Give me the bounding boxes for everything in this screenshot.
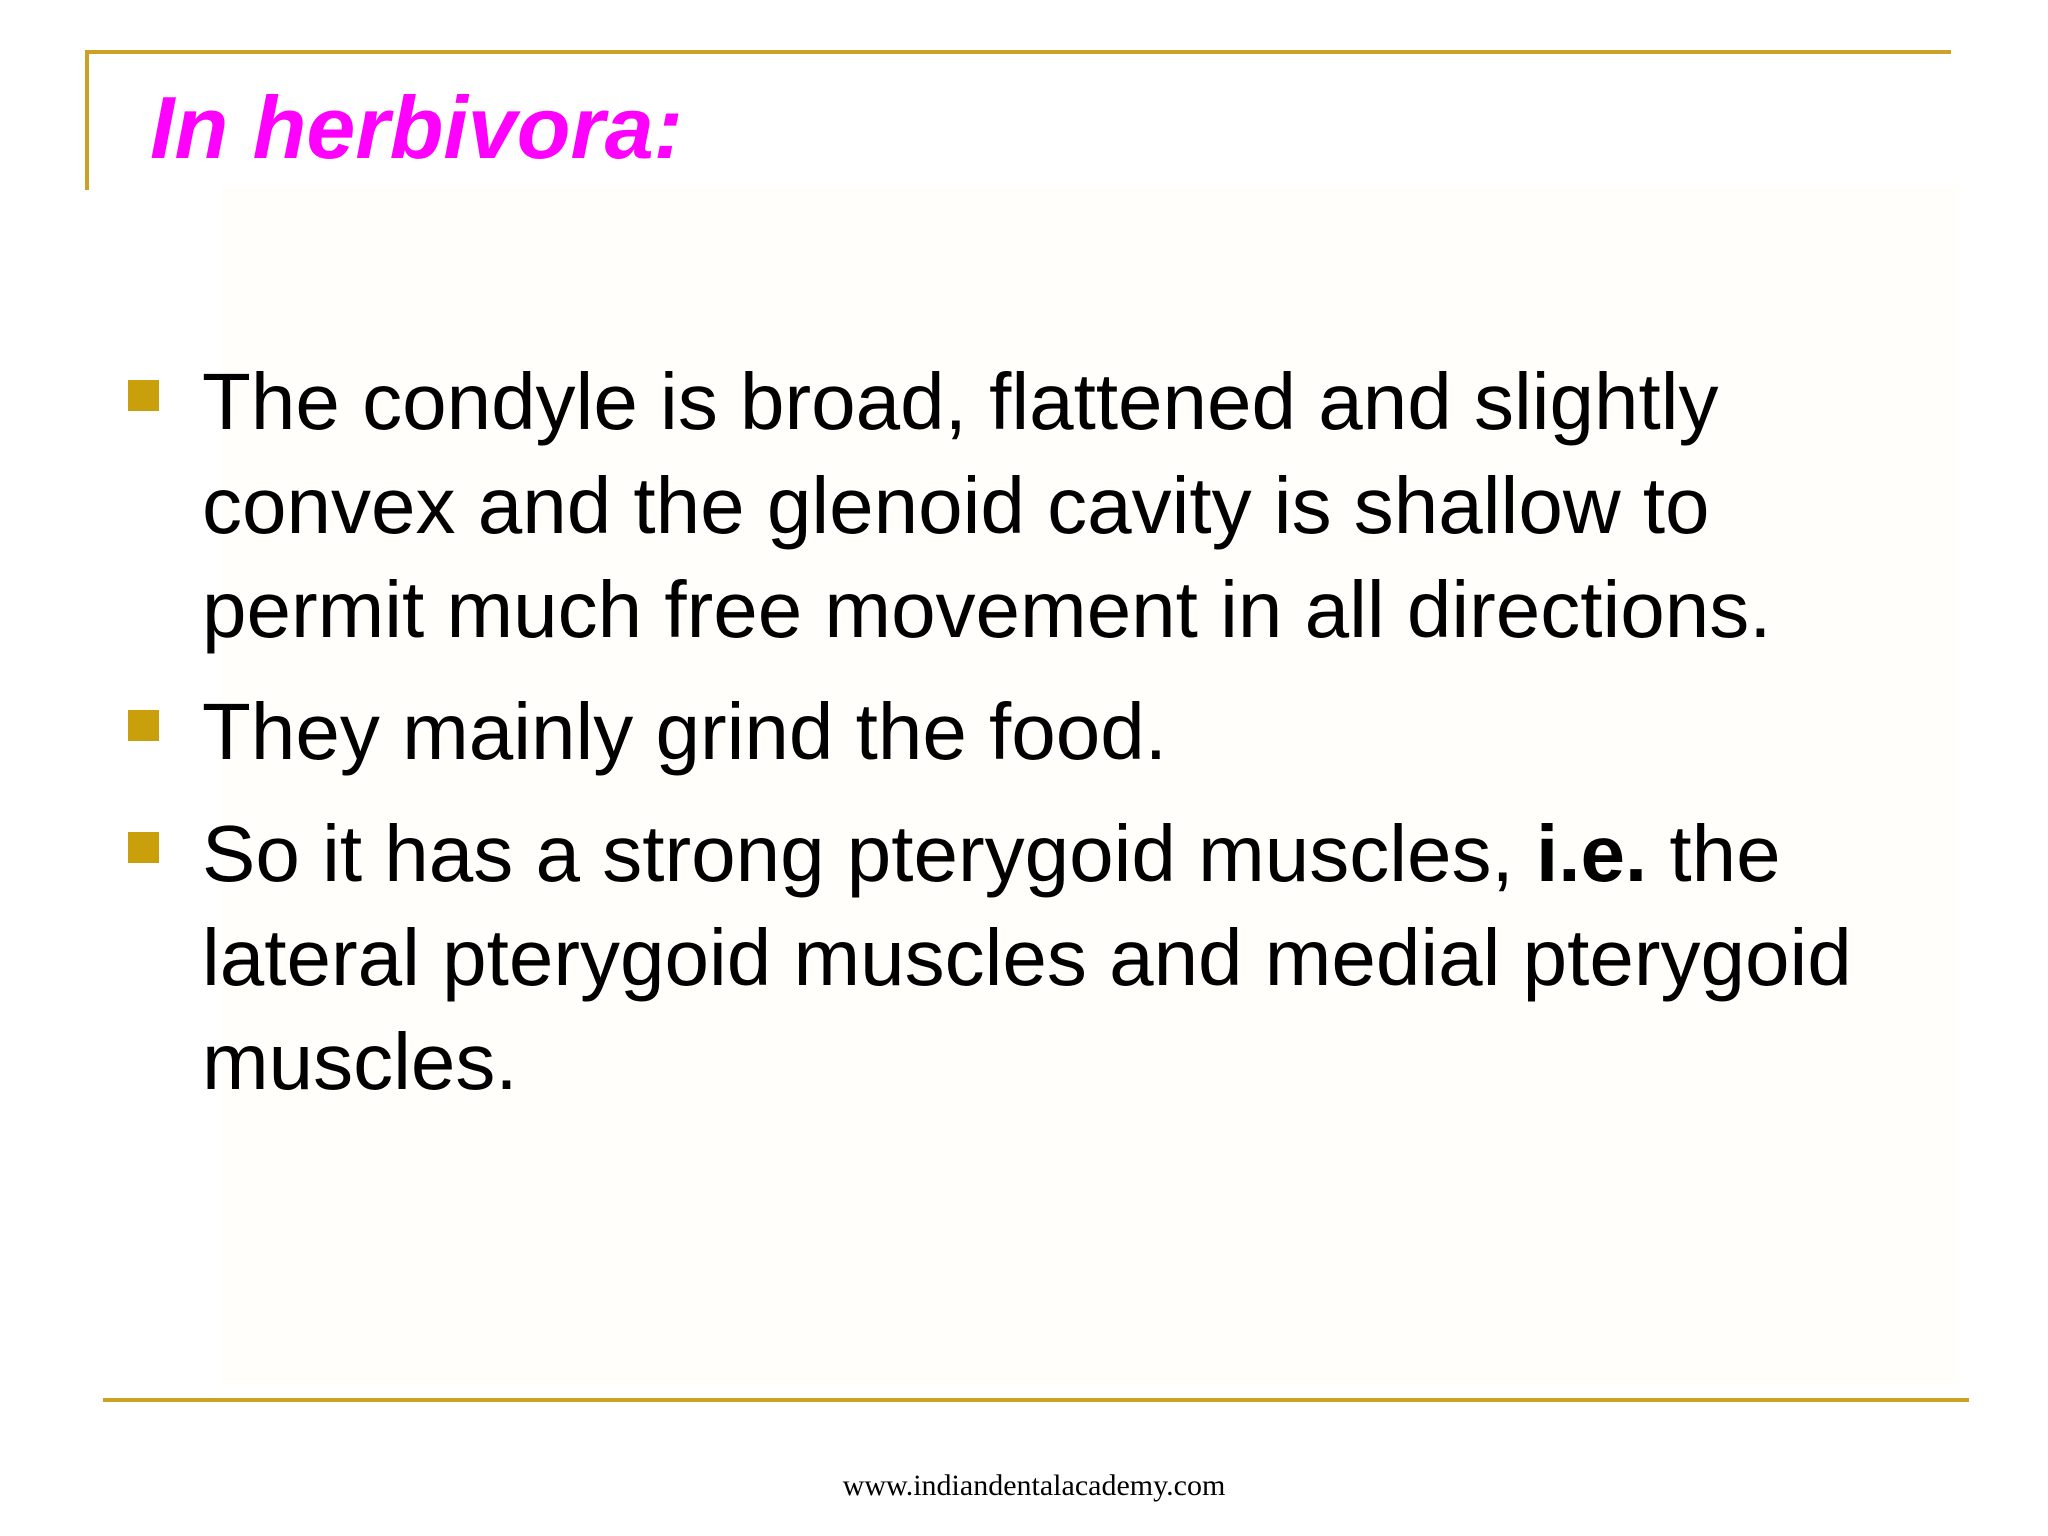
- bullet-item-2: [128, 680, 1928, 784]
- bullet-text-3: [202, 809, 1852, 1106]
- square-bullet-icon: [128, 380, 159, 411]
- bullet-text-2: They mainly grind the food.: [202, 687, 1167, 776]
- footer-url: www.indiandentalacademy.com: [842, 1469, 1226, 1502]
- bullet-item-3: [128, 802, 1928, 1114]
- slide-title: In herbivora:: [150, 78, 683, 177]
- bottom-rule: [103, 1398, 1969, 1402]
- bullet-text-1: The condyle is broad, flattened and slightly convex and the glenoid cavity is shallow to permit much free movement in all directions.: [202, 357, 1772, 654]
- left-rule: [85, 50, 89, 190]
- bullet-text-3-bold: i.e.: [1535, 809, 1648, 898]
- top-rule: [85, 50, 1951, 54]
- bullet-text-3-end: the lateral pterygoid muscles and medial pterygoid muscles.: [202, 809, 1852, 1106]
- square-bullet-icon: [128, 832, 159, 863]
- bullet-list: [128, 350, 1928, 1132]
- bullet-text-3-start: So it has a strong pterygoid muscles,: [202, 809, 1536, 898]
- square-bullet-icon: [128, 710, 159, 741]
- bullet-item-1: [128, 350, 1928, 662]
